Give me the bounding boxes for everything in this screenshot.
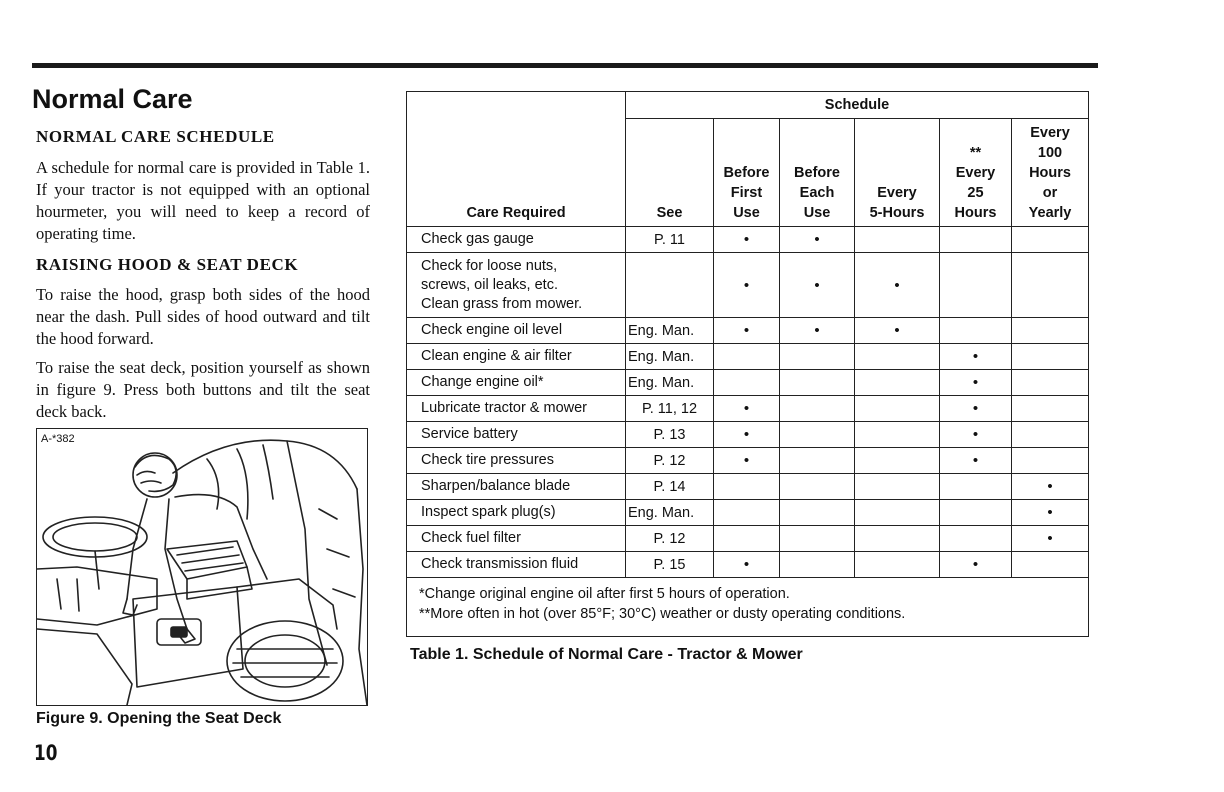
section-text-normal-care-schedule: A schedule for normal care is provided in Table 1. If your tractor is not equipped with an optional hourmeter, you will need to keep a record of operating time. [36, 158, 370, 243]
care-task: Check engine oil level [407, 318, 626, 344]
schedule-mark [940, 318, 1012, 344]
schedule-mark [780, 396, 855, 422]
schedule-mark [780, 344, 855, 370]
seat-deck-illustration [37, 429, 367, 705]
header-every-5-hours: Every 5-Hours [855, 119, 940, 227]
schedule-mark: • [940, 396, 1012, 422]
schedule-mark: • [780, 253, 855, 318]
schedule-mark [1012, 448, 1089, 474]
top-rule [32, 63, 1098, 68]
schedule-mark: • [714, 253, 780, 318]
header-schedule: Schedule [626, 92, 1089, 119]
schedule-mark [780, 422, 855, 448]
figure-id-label: A-*382 [41, 433, 75, 445]
see-reference: P. 11 [626, 227, 714, 253]
schedule-mark [1012, 396, 1089, 422]
header-every-100-hours: Every 100 Hours or Yearly [1012, 119, 1089, 227]
table-row [407, 396, 1089, 422]
schedule-mark [940, 500, 1012, 526]
section-text-raising-seat-deck: To raise the seat deck, position yourself as shown in figure 9. Press both buttons and tilt the seat deck back. [36, 358, 370, 421]
table-row [407, 318, 1089, 344]
schedule-mark [855, 422, 940, 448]
figure-opening-seat-deck [36, 428, 368, 706]
header-see: See [626, 119, 714, 227]
care-task: Change engine oil* [407, 370, 626, 396]
table-row [407, 227, 1089, 253]
schedule-mark [1012, 552, 1089, 578]
header-before-each-use: Before Each Use [780, 119, 855, 227]
schedule-mark [1012, 370, 1089, 396]
table-row [407, 422, 1089, 448]
schedule-table-body [407, 227, 1089, 578]
footnote-change-oil: *Change original engine oil after first 5 hours of operation. [419, 586, 790, 602]
schedule-mark [714, 526, 780, 552]
schedule-mark [780, 370, 855, 396]
schedule-mark [780, 448, 855, 474]
page-title: Normal Care [32, 84, 193, 114]
schedule-mark: • [714, 448, 780, 474]
care-task: Check gas gauge [407, 227, 626, 253]
schedule-mark: • [714, 318, 780, 344]
schedule-mark [780, 552, 855, 578]
table-row [407, 370, 1089, 396]
schedule-mark [855, 227, 940, 253]
schedule-mark [1012, 253, 1089, 318]
care-task: Check for loose nuts, screws, oil leaks, etc. Clean grass from mower. [407, 253, 626, 318]
see-reference: P. 12 [626, 526, 714, 552]
schedule-mark: • [714, 396, 780, 422]
schedule-mark: • [780, 318, 855, 344]
see-reference: P. 15 [626, 552, 714, 578]
care-task: Service battery [407, 422, 626, 448]
schedule-mark [780, 526, 855, 552]
footnote-hot-weather: **More often in hot (over 85°F; 30°C) weather or dusty operating conditions. [419, 606, 906, 622]
page-number: 10 [34, 741, 58, 765]
schedule-mark [714, 500, 780, 526]
care-task: Lubricate tractor & mower [407, 396, 626, 422]
schedule-mark: • [1012, 474, 1089, 500]
schedule-mark: • [940, 370, 1012, 396]
table-row [407, 344, 1089, 370]
schedule-mark [940, 227, 1012, 253]
schedule-mark [855, 552, 940, 578]
care-task: Clean engine & air filter [407, 344, 626, 370]
care-task: Check transmission fluid [407, 552, 626, 578]
care-task: Check fuel filter [407, 526, 626, 552]
normal-care-schedule-table [406, 91, 1089, 637]
see-reference: P. 12 [626, 448, 714, 474]
schedule-mark: • [940, 552, 1012, 578]
see-reference [626, 253, 714, 318]
schedule-mark [1012, 227, 1089, 253]
schedule-mark [855, 526, 940, 552]
schedule-mark [940, 253, 1012, 318]
header-every-25-hours: ** Every 25 Hours [940, 119, 1012, 227]
table-row [407, 448, 1089, 474]
table-row [407, 253, 1089, 318]
see-reference: Eng. Man. [626, 318, 714, 344]
see-reference: P. 11, 12 [626, 396, 714, 422]
care-task: Sharpen/balance blade [407, 474, 626, 500]
table-row [407, 474, 1089, 500]
schedule-mark [714, 344, 780, 370]
table-row [407, 552, 1089, 578]
table-footnotes [407, 578, 1089, 637]
care-task: Check tire pressures [407, 448, 626, 474]
schedule-mark [855, 448, 940, 474]
schedule-mark [855, 370, 940, 396]
header-care-required: Care Required [407, 92, 626, 227]
schedule-mark: • [855, 253, 940, 318]
schedule-mark [855, 500, 940, 526]
see-reference: P. 13 [626, 422, 714, 448]
schedule-mark: • [1012, 526, 1089, 552]
schedule-mark [780, 500, 855, 526]
schedule-mark [940, 526, 1012, 552]
schedule-mark: • [714, 422, 780, 448]
schedule-mark [780, 474, 855, 500]
see-reference: Eng. Man. [626, 500, 714, 526]
see-reference: Eng. Man. [626, 370, 714, 396]
schedule-mark [1012, 422, 1089, 448]
schedule-mark: • [714, 227, 780, 253]
section-title-normal-care-schedule: NORMAL CARE SCHEDULE [36, 127, 275, 146]
schedule-mark: • [1012, 500, 1089, 526]
header-before-first-use: Before First Use [714, 119, 780, 227]
table-row [407, 500, 1089, 526]
figure-caption: Figure 9. Opening the Seat Deck [36, 710, 282, 727]
schedule-mark: • [940, 448, 1012, 474]
schedule-mark: • [855, 318, 940, 344]
table-row [407, 526, 1089, 552]
see-reference: Eng. Man. [626, 344, 714, 370]
schedule-mark [855, 396, 940, 422]
section-title-raising-hood: RAISING HOOD & SEAT DECK [36, 255, 299, 274]
schedule-mark [714, 370, 780, 396]
schedule-mark [1012, 344, 1089, 370]
schedule-mark: • [780, 227, 855, 253]
schedule-mark [714, 474, 780, 500]
schedule-mark [855, 344, 940, 370]
schedule-mark: • [714, 552, 780, 578]
schedule-mark [1012, 318, 1089, 344]
see-reference: P. 14 [626, 474, 714, 500]
section-text-raising-hood: To raise the hood, grasp both sides of the hood near the dash. Pull sides of hood outward and tilt the hood forward. [36, 285, 370, 348]
schedule-mark: • [940, 344, 1012, 370]
care-task: Inspect spark plug(s) [407, 500, 626, 526]
schedule-mark [855, 474, 940, 500]
schedule-mark: • [940, 422, 1012, 448]
schedule-mark [940, 474, 1012, 500]
table-caption: Table 1. Schedule of Normal Care - Tractor & Mower [410, 646, 803, 663]
